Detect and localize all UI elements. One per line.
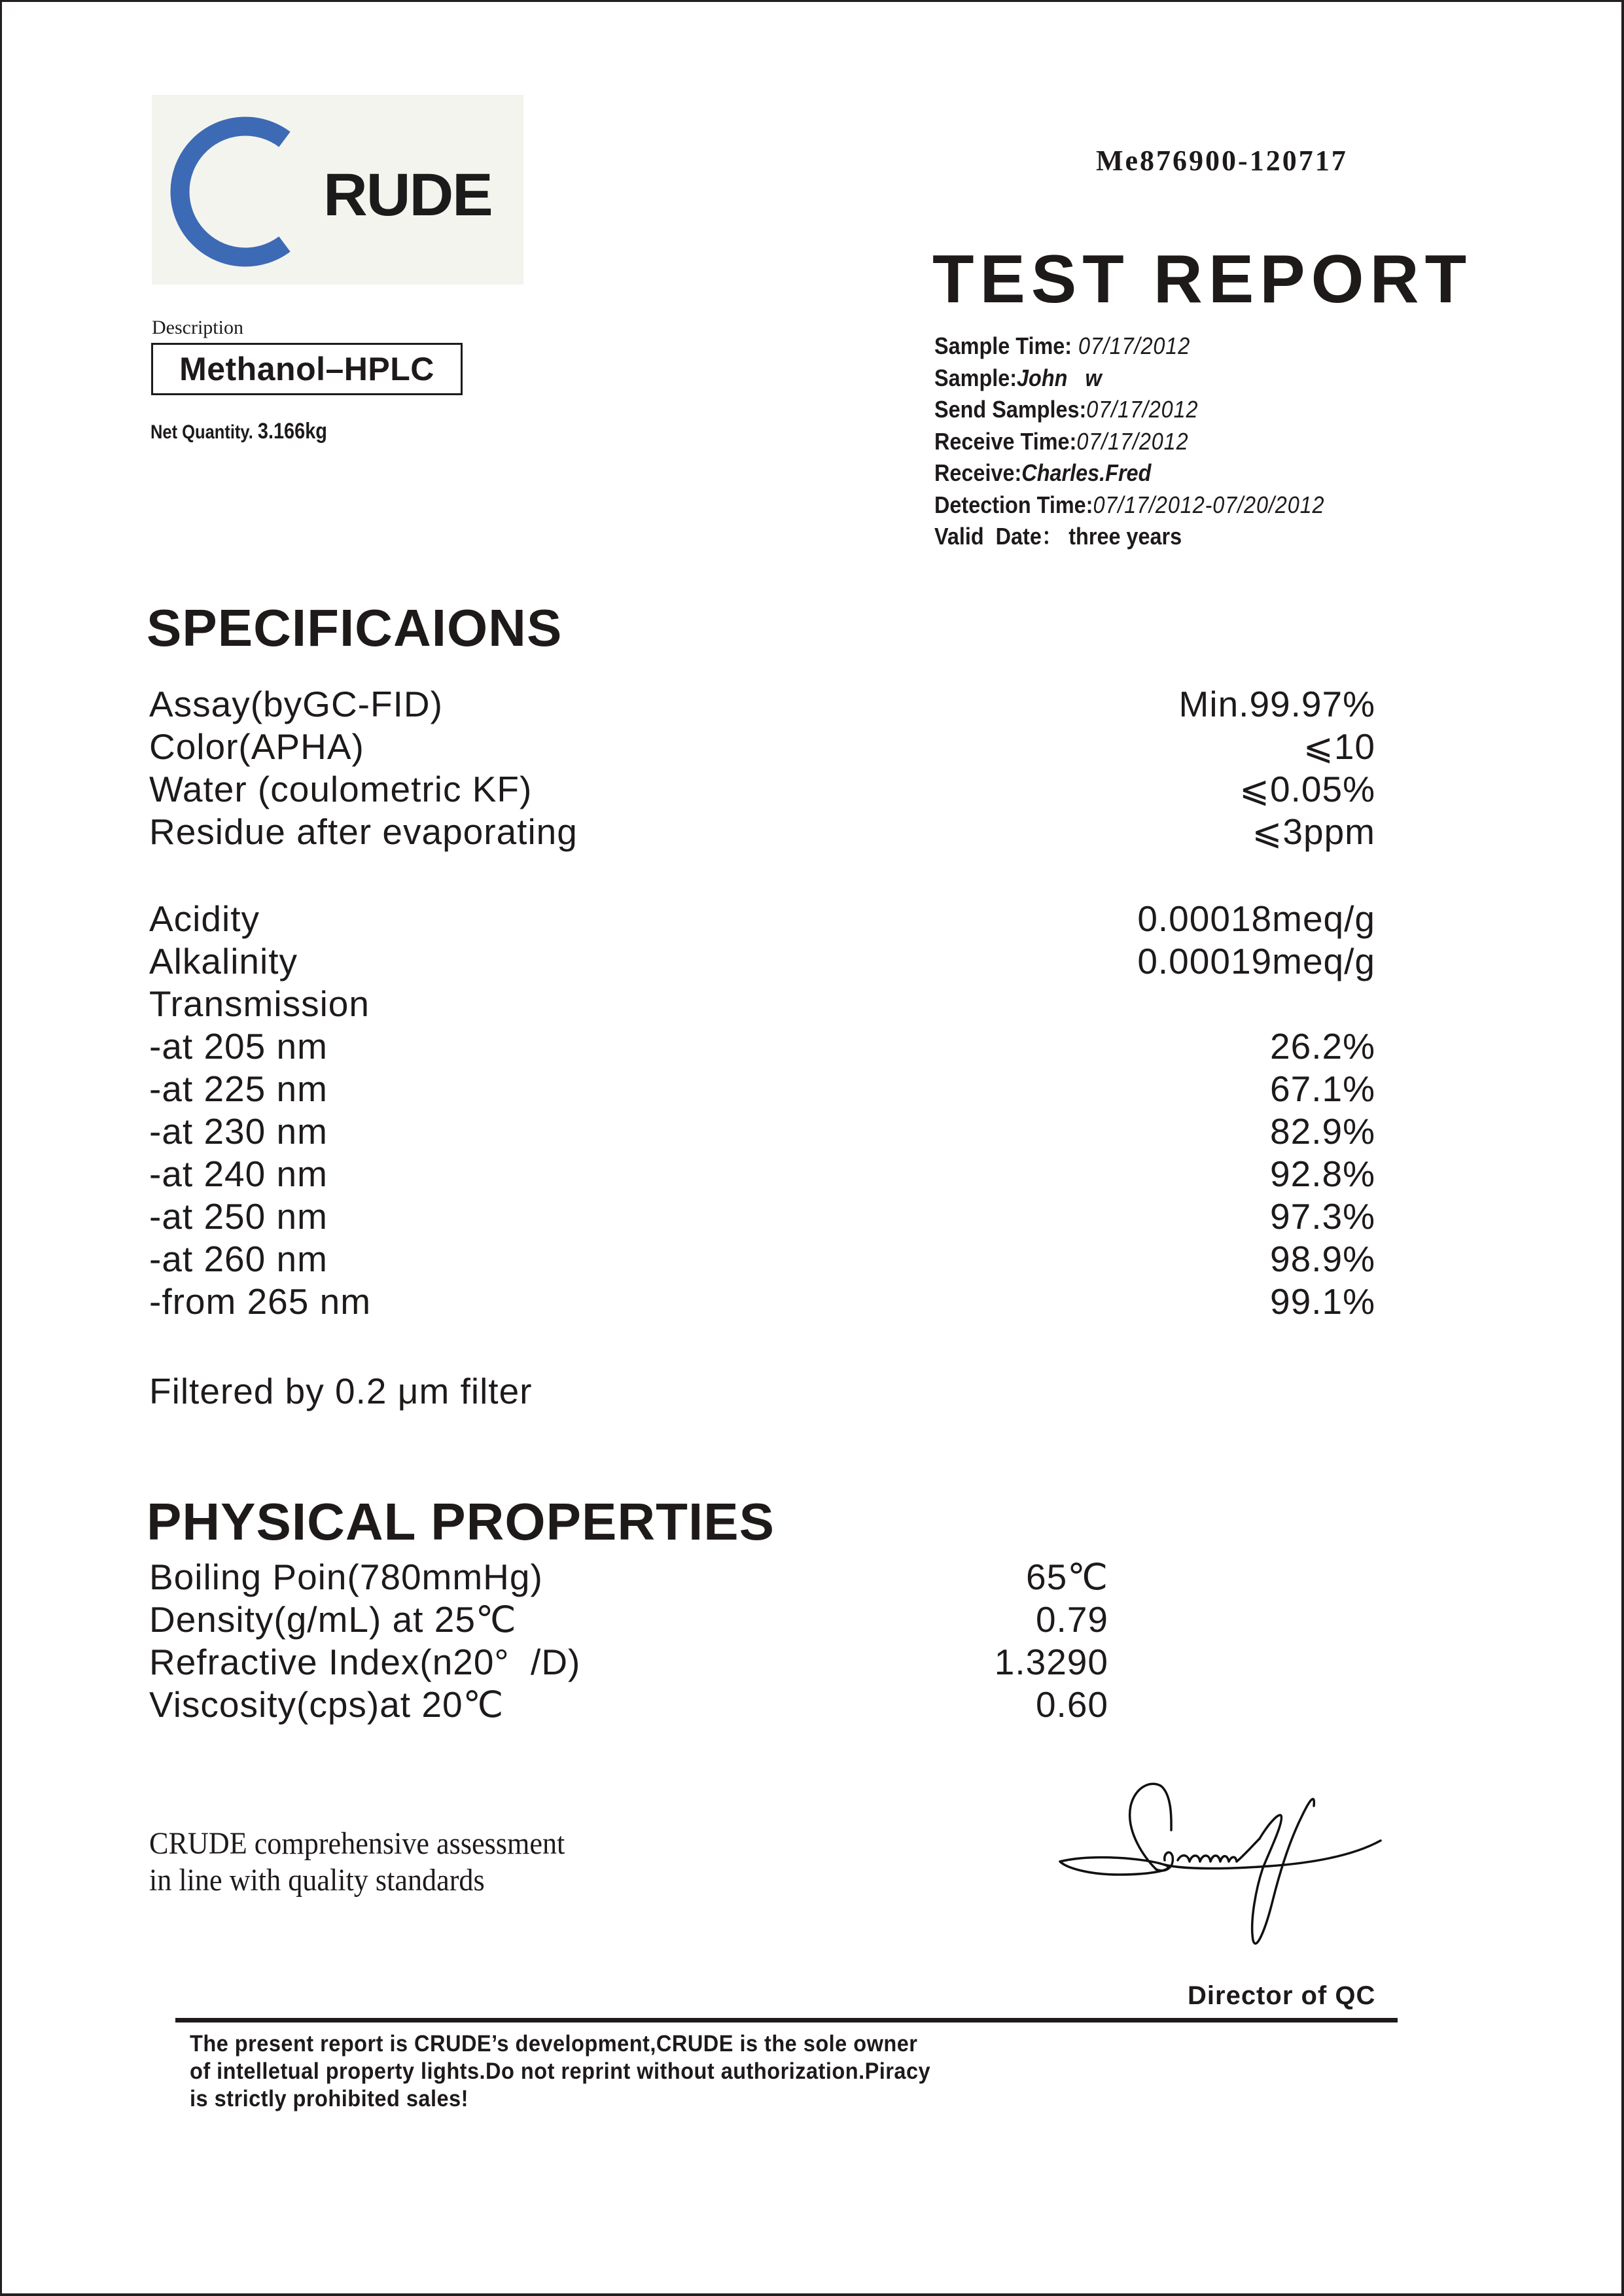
meta-key: Valid Date：: [934, 523, 1063, 550]
quality-statement-line-2: in line with quality standards: [149, 1863, 485, 1898]
meta-row-receive-time: [934, 426, 1324, 458]
spec-label: Residue after evaporating: [149, 811, 578, 852]
property-value: 1.3290: [994, 1642, 1108, 1682]
meta-row-sample: [934, 362, 1324, 395]
report-title: [932, 241, 1473, 317]
spec-label: -at 260 nm: [149, 1239, 328, 1279]
property-label: Boiling Poin(780mmHg): [149, 1557, 543, 1597]
disclaimer-line-2: of intelletual property lights.Do not reprint without authorization.Piracy: [190, 2058, 931, 2084]
quality-statement: [149, 1826, 565, 1899]
company-logo: [152, 95, 523, 285]
spec-label: Acidity: [149, 898, 260, 939]
report-title-word-1: TEST: [932, 241, 1130, 317]
spec-label: Transmission: [149, 983, 370, 1024]
property-label: Refractive Index(n20° /D): [149, 1642, 581, 1682]
property-label: Density(g/mL) at 25℃: [149, 1599, 517, 1640]
net-quantity-label: Net Quantity.: [150, 421, 253, 443]
meta-row-valid-date: [934, 521, 1324, 553]
spec-value: 0.00019meq/g: [1137, 941, 1375, 981]
spec-label: Alkalinity: [149, 941, 298, 981]
meta-key: Receive:: [934, 459, 1022, 486]
spec-value: 0.00018meq/g: [1137, 898, 1375, 939]
meta-key: Send Samples:: [934, 396, 1087, 423]
spec-label: -at 205 nm: [149, 1026, 328, 1067]
property-value: 0.60: [1035, 1684, 1108, 1725]
meta-key: Sample Time:: [934, 332, 1072, 359]
report-title-word-2: REPORT: [1153, 241, 1473, 317]
sample-metadata: [934, 330, 1368, 553]
spec-value: 98.9%: [1270, 1239, 1375, 1279]
spec-value: 97.3%: [1270, 1196, 1375, 1237]
meta-row-send-samples: [934, 394, 1324, 426]
filter-note: Filtered by 0.2 μm filter: [149, 1371, 533, 1411]
disclaimer-line-3: is strictly prohibited sales!: [190, 2086, 468, 2111]
spec-value: 99.1%: [1270, 1281, 1375, 1322]
spec-value: 82.9%: [1270, 1111, 1375, 1152]
specifications-heading: SPECIFICAIONS: [147, 599, 563, 657]
spec-label: -at 225 nm: [149, 1069, 328, 1109]
disclaimer-line-1: The present report is CRUDE’s development,CRUDE is the sole owner: [190, 2031, 918, 2057]
signer-title: Director of QC: [1188, 1981, 1376, 2010]
meta-row-receive: [934, 457, 1324, 489]
spec-value: Min.99.97%: [1178, 684, 1375, 724]
logo-wordmark: RUDE: [323, 162, 492, 228]
meta-value: 07/17/2012-07/20/2012: [1093, 491, 1325, 518]
meta-key: Detection Time:: [934, 491, 1093, 518]
meta-key: Sample:: [934, 364, 1017, 391]
meta-key: Receive Time:: [934, 427, 1077, 455]
meta-value: 07/17/2012: [1076, 427, 1189, 455]
spec-label: Color(APHA): [149, 726, 364, 767]
spec-value: ⩽0.05%: [1239, 769, 1375, 809]
quality-statement-line-1: CRUDE comprehensive assessment: [149, 1826, 565, 1861]
spec-label: -at 240 nm: [149, 1154, 328, 1194]
spec-value: 67.1%: [1270, 1069, 1375, 1109]
spec-label: -at 250 nm: [149, 1196, 328, 1237]
net-quantity-value: 3.166kg: [257, 419, 327, 444]
signature-mark: [1053, 1776, 1394, 1966]
spec-value: ⩽10: [1303, 726, 1375, 767]
meta-value: 07/17/2012: [1072, 332, 1191, 359]
spec-value: 92.8%: [1270, 1154, 1375, 1194]
meta-value: Charles.Fred: [1021, 459, 1152, 486]
meta-value: 07/17/2012: [1086, 396, 1199, 423]
meta-value: three years: [1063, 523, 1182, 550]
spec-value: 26.2%: [1270, 1026, 1375, 1067]
net-quantity: [150, 419, 327, 444]
meta-row-sample-time: [934, 330, 1324, 362]
product-name: Methanol–HPLC: [179, 351, 434, 387]
property-value: 65℃: [1026, 1557, 1108, 1597]
product-name-box: [151, 343, 463, 395]
physical-properties-heading: PHYSICAL PROPERTIES: [147, 1492, 775, 1551]
meta-value: John w: [1017, 364, 1102, 391]
spec-label: -from 265 nm: [149, 1281, 372, 1322]
property-value: 0.79: [1035, 1599, 1108, 1640]
footer-divider: [175, 2018, 1398, 2022]
meta-row-detection-time: [934, 489, 1324, 521]
copyright-disclaimer: [190, 2030, 930, 2113]
report-number: Me876900-120717: [1096, 145, 1348, 177]
spec-label: Water (coulometric KF): [149, 769, 533, 809]
property-label: Viscosity(cps)at 20℃: [149, 1684, 504, 1725]
spec-label: Assay(byGC-FID): [149, 684, 443, 724]
spec-value: ⩽3ppm: [1252, 811, 1375, 852]
description-label: Description: [152, 317, 243, 338]
spec-label: -at 230 nm: [149, 1111, 328, 1152]
